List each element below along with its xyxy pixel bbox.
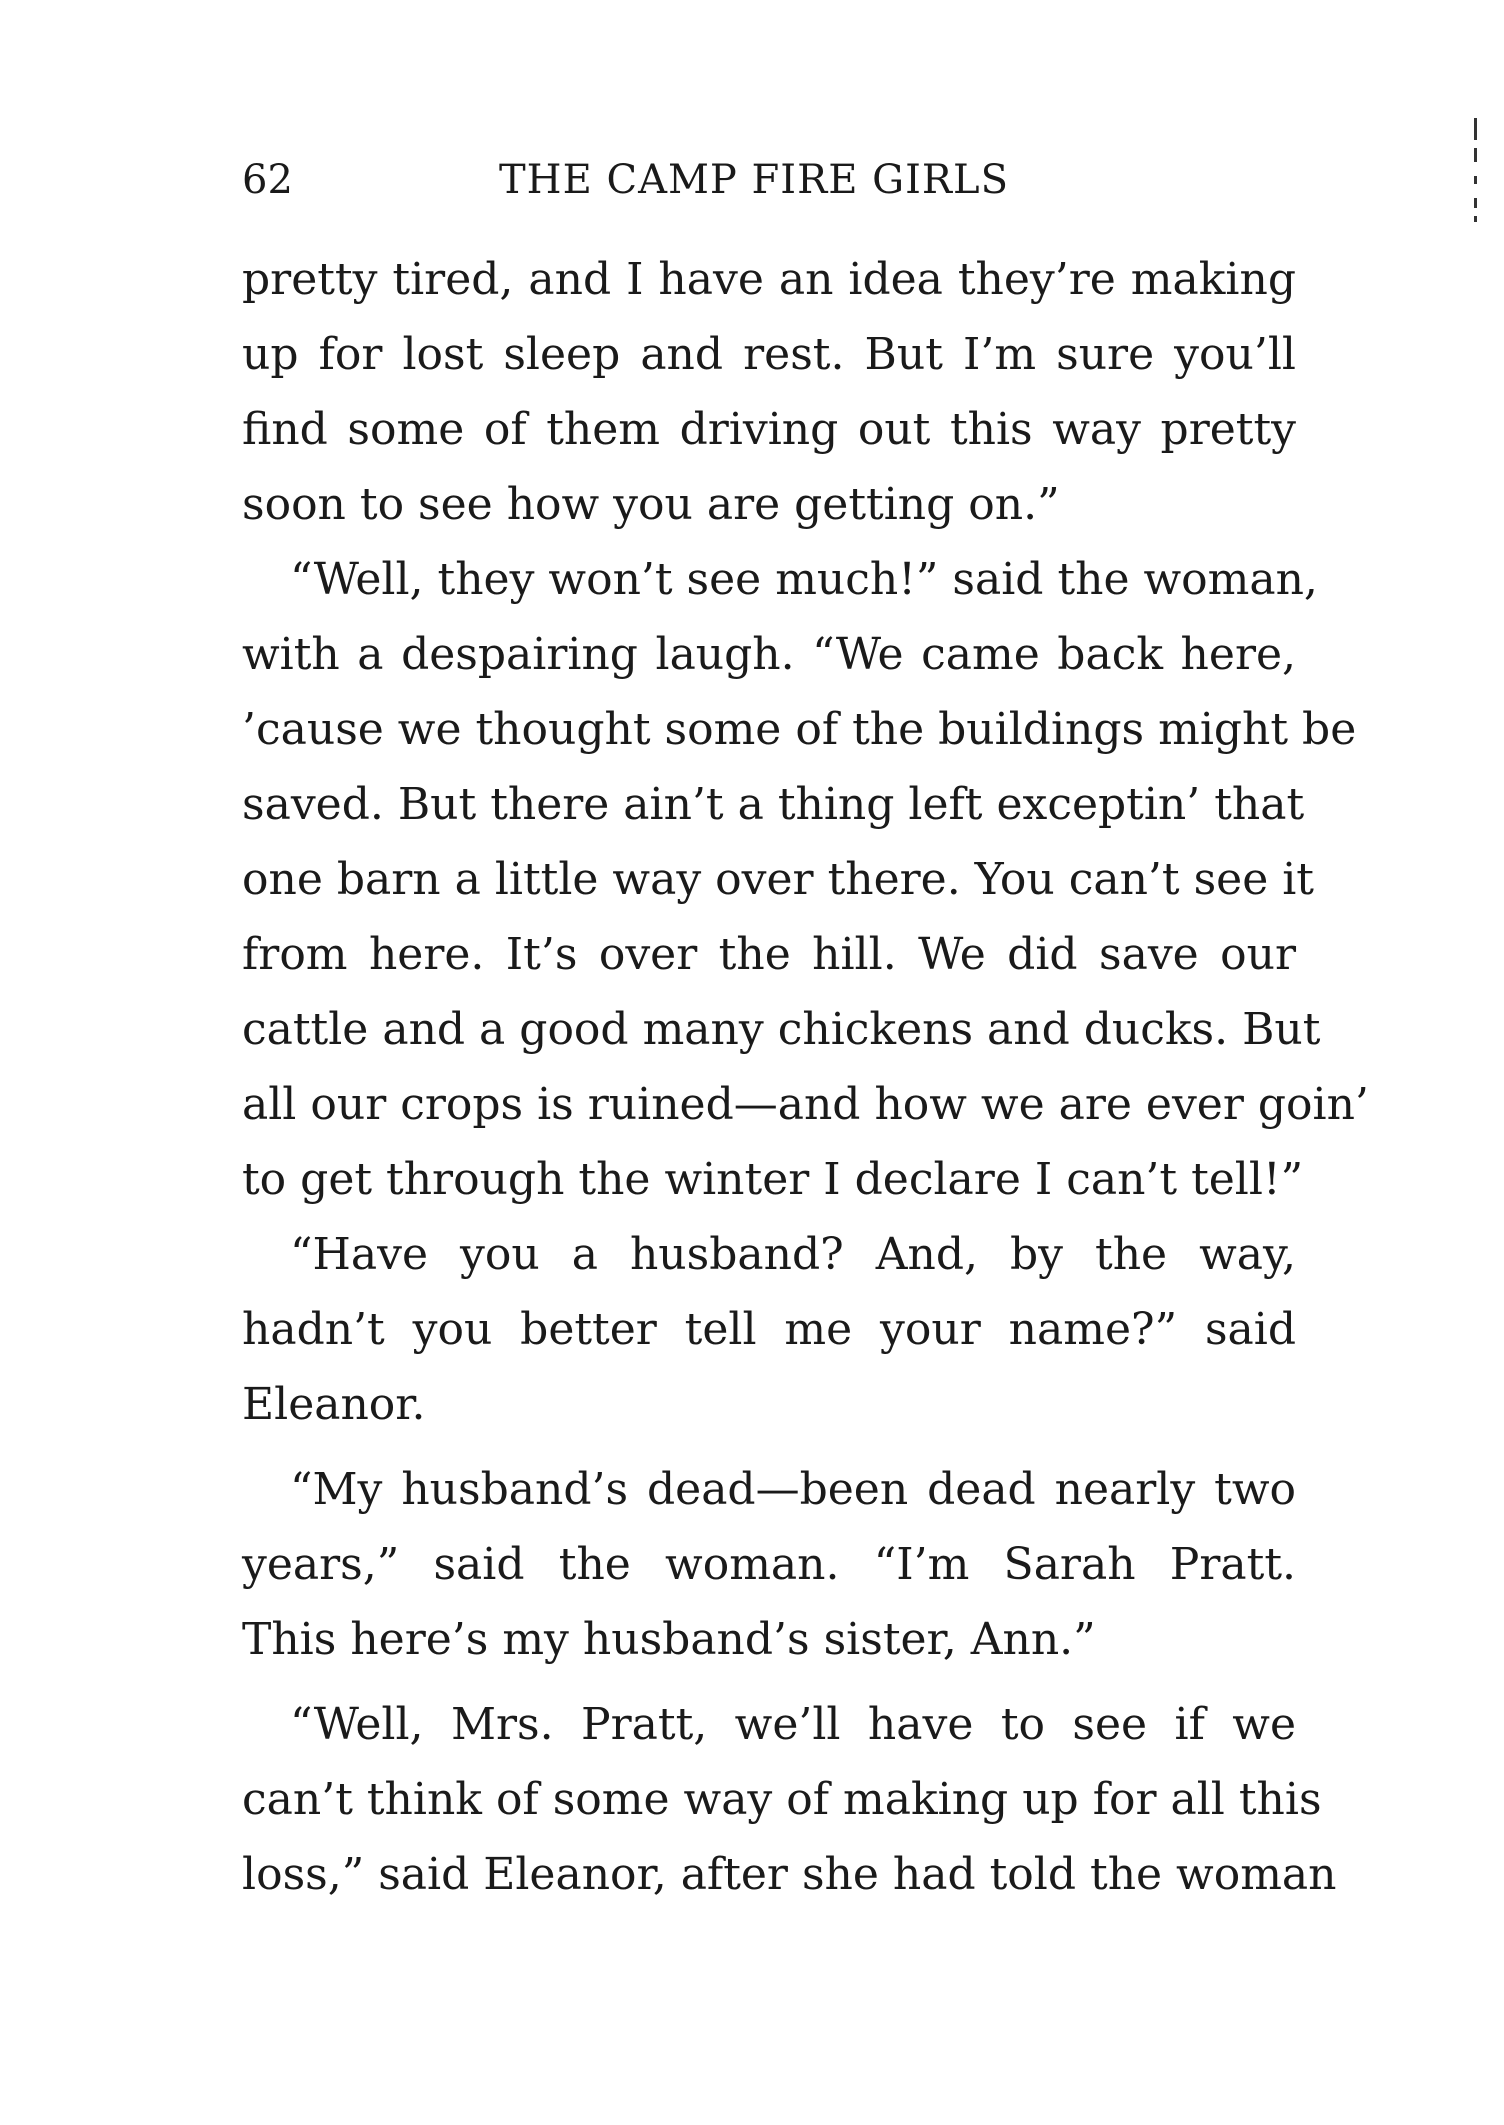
text-line: loss,” said Eleanor, after she had told the woman (242, 1849, 1337, 1900)
text-line: years,” said the woman. “I’m Sarah Pratt. (242, 1539, 1296, 1590)
text-line: from here. It’s over the hill. We did save our (242, 929, 1296, 980)
text-line: can’t think of some way of making up for all this (242, 1774, 1322, 1825)
text-line: ’cause we thought some of the buildings might be (242, 704, 1357, 755)
text-line: find some of them driving out this way pretty (242, 404, 1296, 455)
text-line: cattle and a good many chickens and ducks. But (242, 1004, 1321, 1055)
body-text (242, 242, 1369, 1912)
text-line: “Have you a husband? And, by the way, (290, 1229, 1296, 1280)
margin-mark-icon (1474, 118, 1478, 228)
text-line: “Well, they won’t see much!” said the woman, (290, 554, 1318, 605)
text-line: saved. But there ain’t a thing left exceptin’ that (242, 779, 1305, 830)
running-head (242, 150, 1296, 210)
text-line: This here’s my husband’s sister, Ann.” (242, 1614, 1096, 1665)
text-line: all our crops is ruined—and how we are ever goin’ (242, 1079, 1369, 1130)
page-number: 62 (242, 157, 293, 203)
text-line: “Well, Mrs. Pratt, we’ll have to see if we (290, 1699, 1296, 1750)
running-title: THE CAMP FIRE GIRLS (499, 157, 1009, 203)
text-line: Eleanor. (242, 1379, 426, 1430)
text-line: with a despairing laugh. “We came back here, (242, 629, 1296, 680)
text-line: one barn a little way over there. You can’t see it (242, 854, 1314, 905)
text-line: hadn’t you better tell me your name?” said (242, 1304, 1296, 1355)
text-line: to get through the winter I declare I can’t tell!” (242, 1154, 1304, 1205)
text-line: pretty tired, and I have an idea they’re making (242, 254, 1296, 305)
text-line: up for lost sleep and rest. But I’m sure you’ll (242, 329, 1296, 380)
text-line: “My husband’s dead—been dead nearly two (290, 1464, 1296, 1515)
text-line: soon to see how you are getting on.” (242, 479, 1060, 530)
